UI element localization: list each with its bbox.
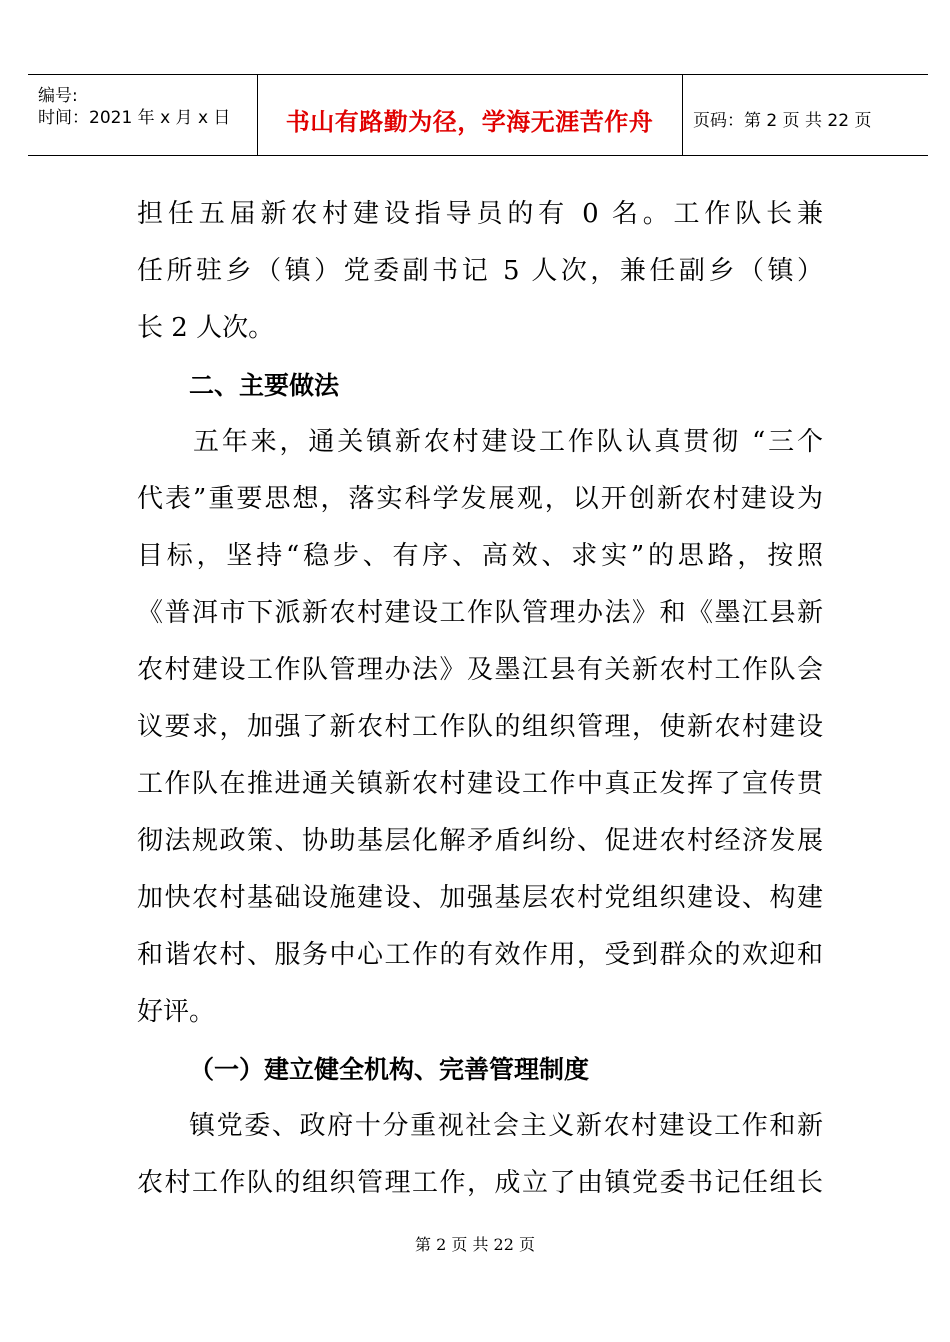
body-line: 镇党委、政府十分重视社会主义新农村建设工作和新	[189, 1111, 823, 1141]
header-left-cell	[28, 75, 258, 155]
body-line: 五年来，通关镇新农村建设工作队认真贯彻 “三个	[193, 427, 823, 457]
subsection-heading: （一）建立健全机构、完善管理制度	[189, 1055, 590, 1084]
body-line: 加快农村基础设施建设、加强基层农村党组织建设、构建	[137, 883, 823, 913]
page-footer: 第 2 页 共 22 页	[415, 1235, 535, 1254]
body-line: 任所驻乡（镇）党委副书记 5 人次，兼任副乡（镇）	[137, 256, 823, 286]
document-date-label: 时间：2021 年 x 月 x 日	[38, 108, 231, 128]
body-line: 和谐农村、服务中心工作的有效作用，受到群众的欢迎和	[137, 940, 823, 970]
body-line: 农村工作队的组织管理工作，成立了由镇党委书记任组长	[137, 1168, 823, 1198]
document-number-label: 编号:	[38, 86, 78, 106]
body-line: 彻法规政策、协助基层化解矛盾纠纷、促进农村经济发展	[137, 826, 823, 856]
body-line: 农村建设工作队管理办法》及墨江县有关新农村工作队会	[137, 655, 823, 685]
header-page-number: 页码：第 2 页 共 22 页	[693, 111, 872, 131]
document-body	[137, 186, 823, 1212]
body-line: 代表”重要思想，落实科学发展观，以开创新农村建设为	[137, 484, 823, 514]
header-page-cell	[683, 75, 928, 155]
body-line: 议要求，加强了新农村工作队的组织管理，使新农村建设	[137, 712, 823, 742]
header-motto-cell	[257, 75, 683, 155]
body-line: 长 2 人次。	[137, 313, 275, 343]
body-line: 《普洱市下派新农村建设工作队管理办法》和《墨江县新	[137, 598, 823, 628]
body-line: 好评。	[137, 997, 216, 1027]
body-line: 工作队在推进通关镇新农村建设工作中真正发挥了宣传贯	[137, 769, 823, 799]
body-line: 目标，坚持“稳步、有序、高效、求实”的思路，按照	[137, 541, 823, 571]
document-header	[28, 74, 928, 156]
body-line: 担任五届新农村建设指导员的有 0 名。工作队长兼	[137, 199, 823, 229]
section-heading: 二、主要做法	[189, 371, 340, 400]
header-motto: 书山有路勤为径，学海无涯苦作舟	[285, 108, 654, 136]
